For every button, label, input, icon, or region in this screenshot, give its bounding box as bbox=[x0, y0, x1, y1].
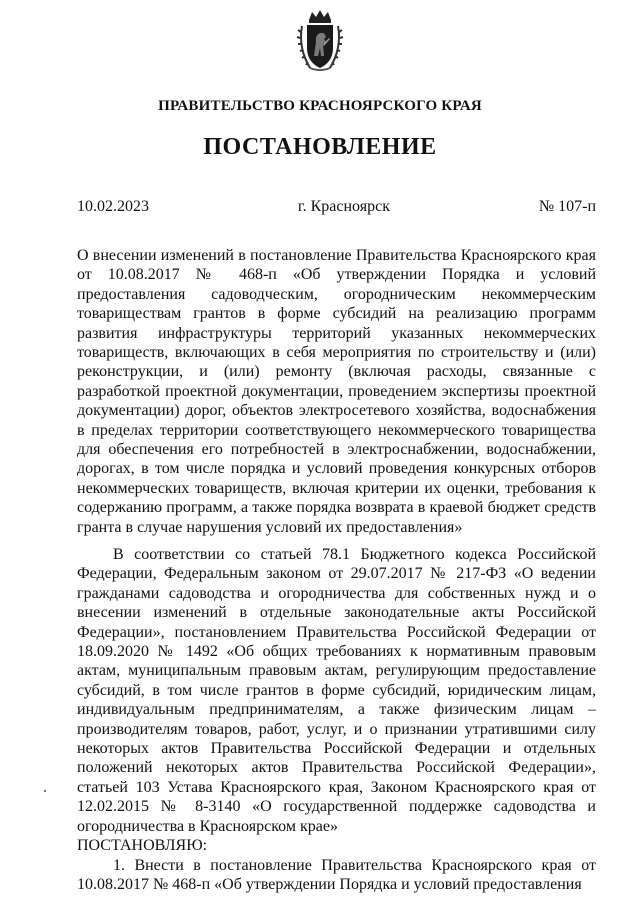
document-number: № 107-п bbox=[538, 198, 596, 215]
document-subject: О внесении изменений в постановление Правительства Красноярского края от 10.08.2017 № 468-п «Об утверждении Порядка и условий предоставления садоводческим, огородническим некоммерческим товариществам грантов в форме субсидий на реализацию программ развития инфраструктуры территорий указанных некоммерческих товариществ, включающих в себя мероприятия по строительству и (или) реконструкции, и (или) ремонту (включая расходы, связанные с разработкой проектной документации, проведением экспертизы проектной документации) дорог, объектов электросетевого хозяйства, водоснабжения в пределах территории соответствующего некоммерческого товарищества для обеспечения его потребностей в электроснабжении, водоснабжении, дорогах, в том числе порядка и условий проведения конкурсных отборов некоммерческих товариществ, включая критерии их оценки, требования к содержанию программ, а также порядка возврата в краевой бюджет средств гранта в случае нарушения условий их предоставления» bbox=[77, 247, 596, 536]
preamble-paragraph: В соответствии со статьей 78.1 Бюджетного кодекса Российской Федерации, Федеральным законом от 29.07.2017 № 217-ФЗ «О ведении гражданами садоводства и огородничества для собственных нужд и о внесении изменений в отдельные законодательные акты Российской Федерации», постановлением Правительства Российской Федерации от 18.09.2020 № 1492 «Об общих требованиях к нормативным правовым актам, муниципальным правовым актам, регулирующим предоставление субсидий, в том числе грантов в форме субсидий, юридическим лицам, индивидуальным предпринимателям, а также физическим лицам – производителям товаров, работ, услуг, и о признании утратившими силу некоторых актов Правительства Российской Федерации и отдельных положений некоторых актов Правительства Российской Федерации», статьей 103 Устава Красноярского края, Законом Красноярского края от 12.02.2015 № 8-3140 «О государственной поддержке садоводства и огородничества в Красноярском крае» bbox=[77, 546, 596, 835]
resolve-keyword: ПОСТАНОВЛЯЮ: bbox=[77, 837, 208, 855]
document-type: ПОСТАНОВЛЕНИЕ bbox=[203, 134, 437, 160]
clause-1: 1. Внести в постановление Правительства Красноярского края от 10.08.2017 № 468-п «Об утверждении Порядка и условий предоставления bbox=[77, 856, 596, 893]
coat-of-arms-icon bbox=[296, 8, 344, 74]
document-meta bbox=[77, 198, 596, 216]
document-body bbox=[77, 545, 596, 894]
document-place: г. Красноярск bbox=[297, 198, 390, 215]
scan-artifact bbox=[44, 790, 46, 792]
government-name: ПРАВИТЕЛЬСТВО КРАСНОЯРСКОГО КРАЯ bbox=[158, 98, 482, 114]
document-date: 10.02.2023 bbox=[77, 198, 149, 215]
